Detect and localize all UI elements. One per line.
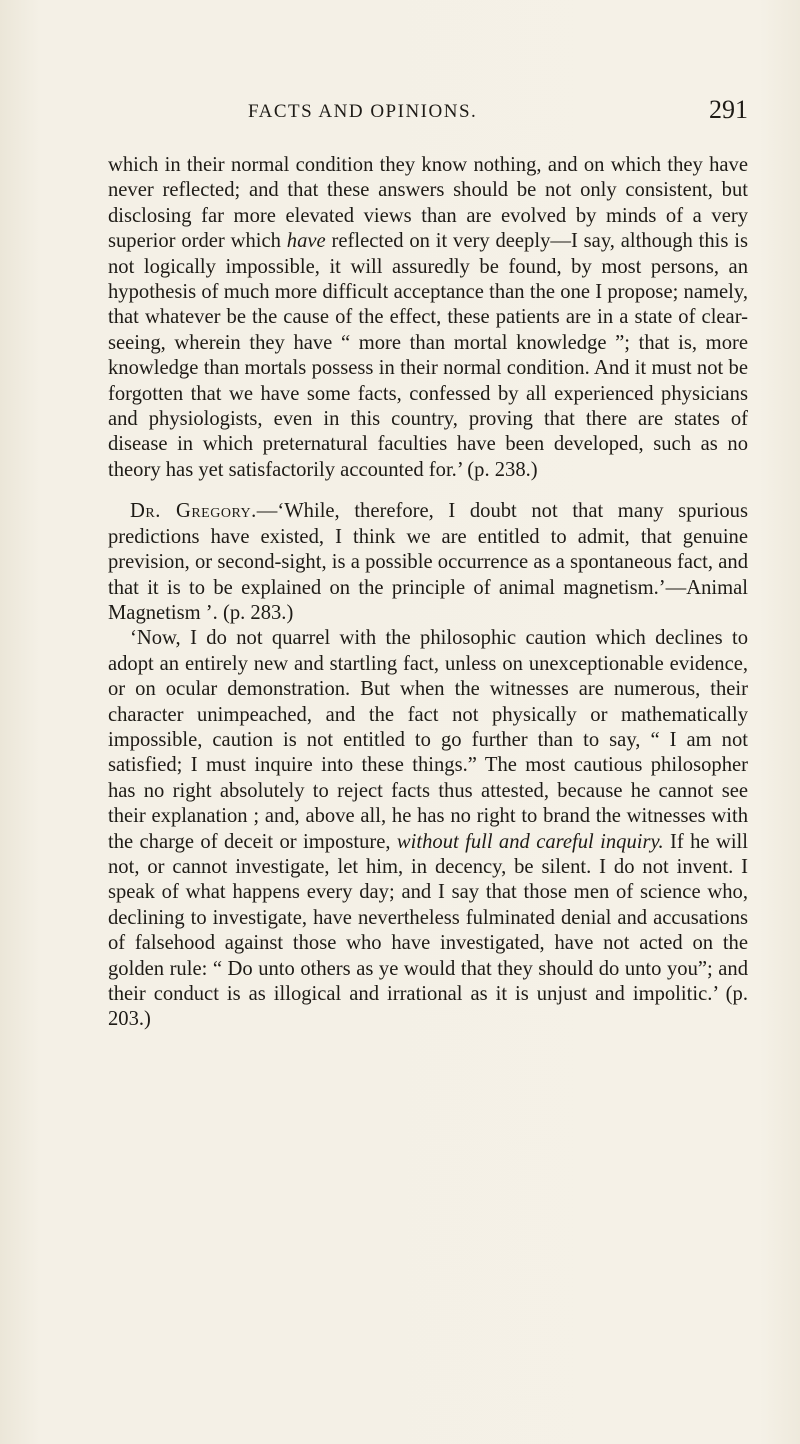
running-head: [108, 95, 748, 135]
paragraph-3-emphasis: without full and careful inquiry.: [396, 830, 664, 853]
page-number: 291: [709, 95, 748, 124]
paragraph-1-tail: reflected on it very deeply—I say, although this is not logically impossible, it will assuredly be found, by most persons, an hypothesis of much more difficult acceptance than the one I propose; namely, that whatever be the cause of the effect, these patients are in a state of clear-seeing, wherein they have “ more than mortal knowledge ”; that is, more knowledge than mortals possess in their normal condition. And it must not be forgotten that we have some facts, confessed by all experienced physicians and physiologists, even in this country, proving that there are states of disease in which preternatural faculties have been developed, such as no theory has yet satisfactorily accounted for.’ (p. 238.): [108, 230, 748, 481]
paragraph-1: [108, 153, 748, 483]
paragraph-3-text: ‘Now, I do not quarrel with the philosophic caution which declines to adopt an entirely new and startling fact, unless on unexceptionable evidence, or on ocular demonstration. But when the witnesses are numerous, their character unimpeached, and the fact not physically or mathematically impossible, caution is not entitled to go further than to say, “ I am not satisfied; I must inquire into these things.” The most cautious philosopher has no right absolutely to reject facts thus attested, because he cannot see their explanation ; and, above all, he has no right to brand the witnesses with the charge of deceit or imposture,: [108, 627, 748, 853]
paragraph-1-emphasis: have: [286, 230, 326, 253]
paragraph-2: [108, 499, 748, 626]
paragraph-3-tail: If he will not, or cannot investigate, let him, in decency, be silent. I do not invent. I speak of what happens every day; and I say that those men of science who, declining to investigate, have nevertheless fulminated denial and accusations of falsehood against those who have investigated, have not acted on the golden rule: “ Do unto others as ye would that they should do unto you”; and their conduct is as illogical and irrational as it is unjust and impolitic.’ (p. 203.): [108, 830, 748, 1031]
paragraph-2-text: —‘While, therefore, I doubt not that many spurious predictions have existed, I think we are entitled to admit, that genuine prevision, or second-sight, is a possible occurrence as a spontaneous fact, and that it is to be explained on the principle of animal magnetism.’—Animal Magnetism ’. (p. 283.): [108, 500, 748, 624]
speaker-name: Dr. Gregory.: [130, 500, 257, 523]
paragraph-1-text: which in their normal condition they know nothing, and on which they have never reflected; and that these answers should be not only consistent, but disclosing far more elevated views than are evolved by minds of a very superior order which: [108, 154, 748, 253]
paragraph-3: [108, 626, 748, 1033]
running-title: FACTS AND OPINIONS.: [248, 101, 478, 122]
body-text: [108, 153, 748, 1033]
